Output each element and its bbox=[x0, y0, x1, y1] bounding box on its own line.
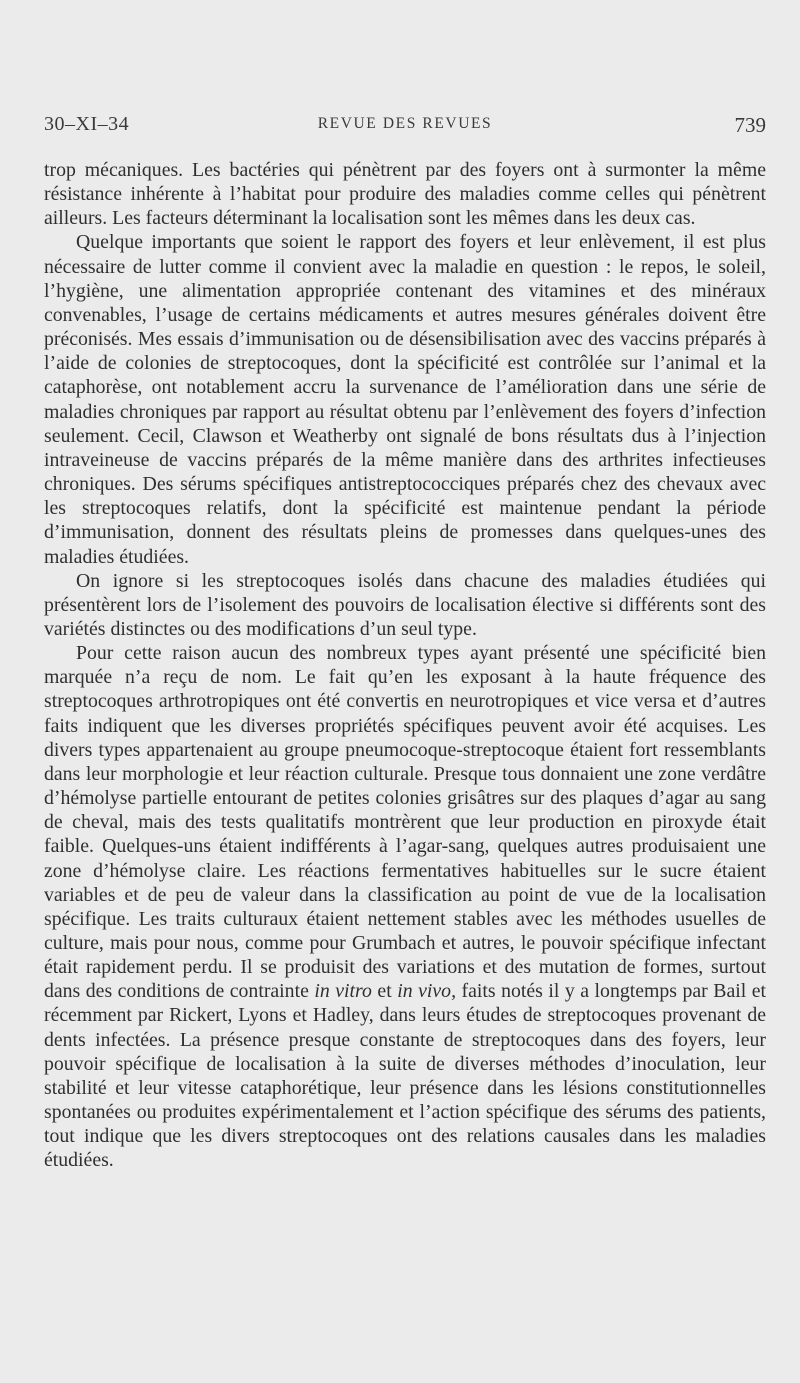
page-number: 739 bbox=[734, 113, 766, 137]
header-date: 30–XI–34 bbox=[44, 113, 130, 135]
paragraph-1: trop mécaniques. Les bactéries qui pénètrent par des foyers ont à surmonter la même résistance inhérente à l’habitat pour produire des maladies comme celles qui pénètrent ailleurs. Les facteurs déterminant la localisation sont les mêmes dans les deux cas. bbox=[44, 159, 766, 230]
paragraph-4-part-3: faits notés il y a longtemps par Bail et récemment par Rickert, Lyons et Hadley, dans leurs études de streptocoques provenant de dents infectées. La présence presque constante de streptocoques dans des foyers, leur pouvoir spécifique de localisation à la suite de diverses méthodes d’inoculation, leur stabilité et leur vitesse cataphorétique, leur présence dans les lésions constitutionnelles spontanées ou produites expérimentalement et l’action spécifique des sérums des patients, tout indique que les divers streptocoques ont des relations causales dans les maladies étudiées. bbox=[44, 980, 767, 1172]
italic-in-vivo: in vivo, bbox=[397, 980, 457, 1003]
article-body bbox=[44, 158, 766, 1173]
paragraph-4-part-2: et bbox=[371, 980, 398, 1003]
running-header bbox=[44, 113, 766, 143]
italic-in-vitro: in vitro bbox=[314, 980, 372, 1003]
paragraph-4 bbox=[44, 641, 766, 1172]
paragraph-2: Quelque importants que soient le rapport des foyers et leur enlèvement, il est plus nécessaire de lutter comme il convient avec la maladie en question : le repos, le soleil, l’hygiène, une alimentation appropriée contenant des vitamines et des minéraux convenables, l’usage de certains médicaments et autres mesures générales doivent être préconisés. Mes essais d’immunisation ou de désensibilisation avec des vaccins préparés à l’aide de colonies de streptocoques, dont la spécificité est contrôlée sur l’animal et la cataphorèse, ont notablement accru la survenance de l’amélioration dans une série de maladies chroniques par rapport au résultat obtenu par l’enlèvement des foyers d’infection seulement. Cecil, Clawson et Weatherby ont signalé de bons résultats dus à l’injection intraveineuse de vaccins préparés de la même manière dans des arthrites infectieuses chroniques. Des sérums spécifiques antistreptococciques préparés chez des chevaux avec les streptocoques relatifs, dont la spécificité est maintenue pendant la période d’immunisation, donnent des résultats pleins de promesses dans quelques-unes des maladies étudiées. bbox=[44, 231, 766, 568]
paragraph-4-part-1: Pour cette raison aucun des nombreux types ayant présenté une spécificité bien marquée n’a reçu de nom. Le fait qu’en les exposant à la haute fréquence des streptocoques arthrotropiques ont été convertis en neurotropiques et vice versa et d’autres faits indiquent que les diverses propriétés spécifiques peuvent avoir été acquises. Les divers types appartenaient au groupe pneumocoque-streptocoque étaient fort ressemblants dans leur morphologie et leur réaction culturale. Presque tous donnaient une zone verdâtre d’hémolyse partielle entourant de petites colonies grisâtres sur des plaques d’agar au sang de cheval, mais des tests qualitatifs montrèrent que leur production en piroxyde était faible. Quelques-uns étaient indifférents à l’agar-sang, quelques autres produisaient une zone d’hémolyse claire. Les réactions fermentatives habituelles sur le sucre étaient variables et de peu de valeur dans la classification au point de vue de la localisation spécifique. Les traits culturaux étaient nettement stables avec les méthodes usuelles de culture, mais pour nous, comme pour Grumbach et autres, le pouvoir spécifique infectant était rapidement perdu. Il se produisit des variations et des mutation de formes, surtout dans des conditions de contrainte bbox=[44, 642, 766, 1003]
paragraph-3: On ignore si les streptocoques isolés dans chacune des maladies étudiées qui présentèrent lors de l’isolement des pouvoirs de localisation élective si différents sont des variétés distinctes ou des modifications d’un seul type. bbox=[44, 569, 766, 640]
header-journal-title: REVUE DES REVUES bbox=[317, 115, 493, 132]
